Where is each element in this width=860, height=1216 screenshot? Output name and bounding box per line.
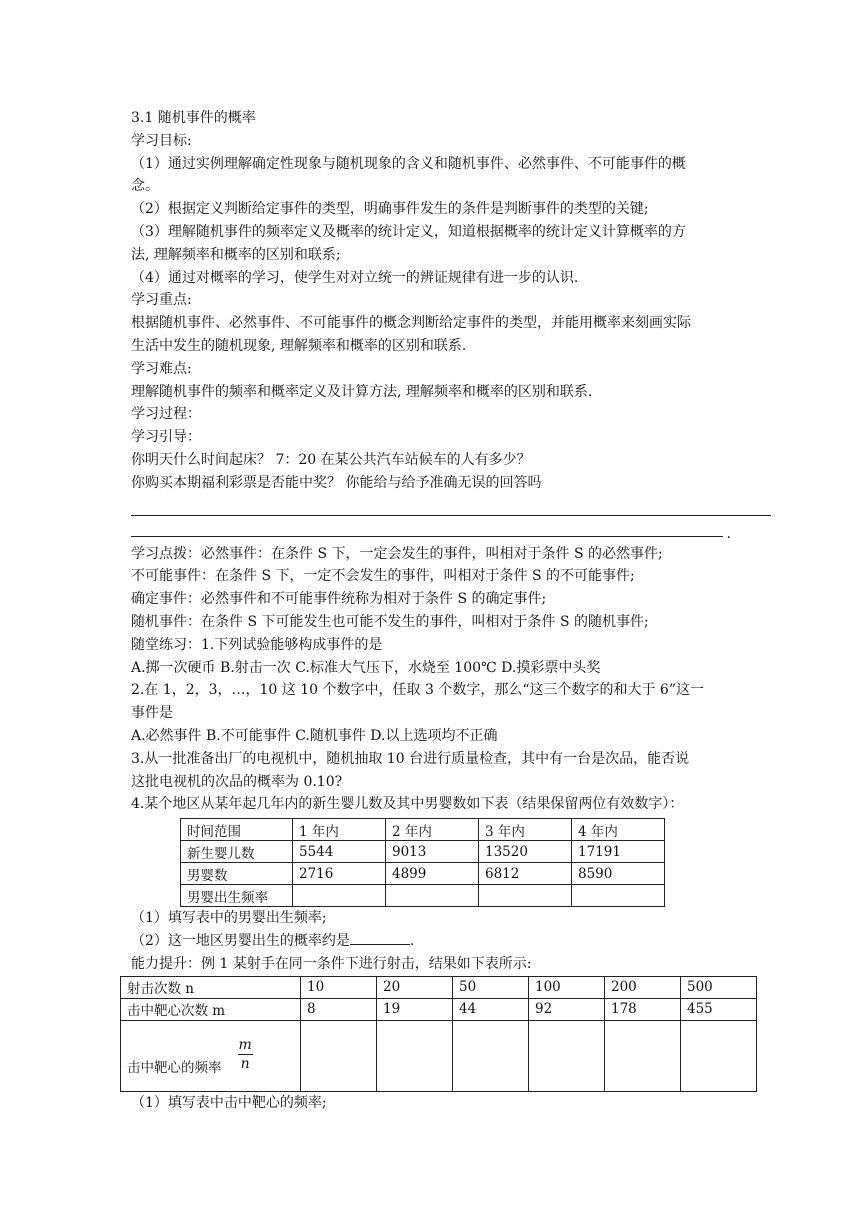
table-cell: 20: [377, 976, 453, 998]
tip-3: 确定事件：必然事件和不可能事件统称为相对于条件 S 的确定事件;: [131, 591, 547, 608]
shooting-table: [120, 976, 757, 1092]
question-2: 你购买本期福利彩票是否能中奖？ 你能给与给予准确无误的回答吗: [131, 474, 542, 491]
table-cell: 17191: [572, 841, 665, 863]
fill-2: （2）这一地区男婴出生的概率约是: [131, 932, 350, 949]
last-line: （1）填写表中击中靶心的频率;: [131, 1094, 327, 1111]
exercise-2b: 事件是: [131, 705, 173, 722]
table-row: [181, 819, 665, 841]
table-cell: [121, 1020, 301, 1091]
table-row: [181, 841, 665, 863]
document-page: [127, 107, 771, 1114]
fill-2-end: .: [409, 932, 415, 949]
goal-1b: 念。: [131, 178, 159, 195]
goal-4: （4）通过对概率的学习，使学生对对立统一的辨证规律有进一步的认识.: [131, 269, 579, 286]
table-cell: 13520: [479, 841, 572, 863]
birth-table: [180, 818, 665, 907]
goals-heading: 学习目标:: [131, 132, 192, 149]
tip-1: 学习点拨：必然事件：在条件 S 下，一定会发生的事件，叫相对于条件 S 的必然事件;: [131, 545, 663, 562]
key-heading: 学习重点:: [131, 292, 192, 309]
exercise-2a: 2.在 1，2，3，…，10 这 10 个数字中，任取 3 个数字，那么“这三个数字的和大于 6”这一: [131, 682, 704, 699]
fraction-numerator: m: [238, 1036, 252, 1053]
goal-1a: （1）通过实例理解确定性现象与随机现象的含义和随机事件、必然事件、不可能事件的概: [131, 155, 686, 172]
table-cell: 4899: [386, 863, 479, 885]
table-cell: [479, 885, 572, 907]
fill-1: （1）填写表中的男婴出生频率;: [131, 910, 327, 927]
table-cell: [681, 1020, 757, 1091]
table-cell: 时间范围: [181, 819, 293, 841]
table-cell: 19: [377, 998, 453, 1020]
table-row: [181, 885, 665, 907]
table-cell: 9013: [386, 841, 479, 863]
table-cell: 5544: [293, 841, 386, 863]
table-cell: [377, 1020, 453, 1091]
table-row: [121, 1020, 757, 1091]
table-cell: 500: [681, 976, 757, 998]
goal-3b: 法, 理解频率和概率的区别和联系;: [131, 246, 341, 263]
table-cell: 92: [529, 998, 605, 1020]
table-cell: [301, 1020, 377, 1091]
exercise-4: 4.某个地区从某年起几年内的新生婴儿数及其中男婴数如下表（结果保留两位有效数字）：: [131, 796, 684, 813]
answer-line-2: [131, 516, 731, 542]
table-cell: 50: [453, 976, 529, 998]
table-cell: [605, 1020, 681, 1091]
table-cell: [293, 885, 386, 907]
difficulty-heading: 学习难点:: [131, 360, 192, 377]
table-cell: 男婴数: [181, 863, 293, 885]
table-cell: [386, 885, 479, 907]
table-cell: 2 年内: [386, 819, 479, 841]
guide-heading: 学习引导：: [131, 429, 201, 446]
exercise-1: 随堂练习：1.下列试验能够构成事件的是: [131, 636, 383, 653]
table-row: [181, 863, 665, 885]
table-cell: 新生婴儿数: [181, 841, 293, 863]
table-cell: 44: [453, 998, 529, 1020]
table-cell: 3 年内: [479, 819, 572, 841]
tip-2: 不可能事件：在条件 S 下，一定不会发生的事件，叫相对于条件 S 的不可能事件;: [131, 568, 635, 585]
table-cell: 178: [605, 998, 681, 1020]
table-cell: 2716: [293, 863, 386, 885]
table-cell: 10: [301, 976, 377, 998]
table-cell: 6812: [479, 863, 572, 885]
lesson-title: 3.1 随机事件的概率: [131, 110, 256, 126]
tip-4: 随机事件：在条件 S 下可能发生也可能不发生的事件，叫相对于条件 S 的随机事件;: [131, 613, 649, 630]
table-cell: [453, 1020, 529, 1091]
difficulty: 理解随机事件的频率和概率定义及计算方法, 理解频率和概率的区别和联系.: [131, 383, 593, 400]
table-cell: 8590: [572, 863, 665, 885]
goal-3a: （3）理解随机事件的频率定义及概率的统计定义，知道根据概率的统计定义计算概率的方: [131, 223, 686, 240]
table-cell: 击中靶心次数 m: [121, 998, 301, 1020]
table-cell: 男婴出生频率: [181, 885, 293, 907]
table-cell: 射击次数 n: [121, 976, 301, 998]
exercise-3b: 这批电视机的次品的概率为 0.10?: [131, 773, 343, 790]
fill-2-line: [131, 930, 771, 953]
question-1: 你明天什么时间起床？ 7：20 在某公共汽车站候车的人有多少？: [131, 451, 531, 468]
fraction-denominator: n: [240, 1055, 250, 1072]
table-cell: [529, 1020, 605, 1091]
table-cell: 8: [301, 998, 377, 1020]
exercise-3a: 3.从一批准备出厂的电视机中，随机抽取 10 台进行质量检查，其中有一台是次品，能否说: [131, 750, 690, 767]
exercise-1-options: A.掷一次硬币 B.射击一次 C.标准大气压下，水烧至 100℃ D.摸彩票中头奖: [131, 659, 601, 676]
answer-blank: [350, 930, 410, 945]
answer-line-1: [131, 495, 771, 516]
table-row: [121, 976, 757, 998]
table-cell: 455: [681, 998, 757, 1020]
fraction: [238, 1036, 253, 1073]
answer-line-end: .: [726, 525, 731, 542]
key-b: 生活中发生的随机现象, 理解频率和概率的区别和联系.: [131, 337, 467, 354]
table-row: [121, 998, 757, 1020]
table-cell: 200: [605, 976, 681, 998]
frequency-label: 击中靶心的频率: [127, 1059, 222, 1076]
table-cell: 4 年内: [572, 819, 665, 841]
table-cell: [572, 885, 665, 907]
key-a: 根据随机事件、必然事件、不可能事件的概念判断给定事件的类型，并能用概率来刻画实际: [131, 315, 691, 332]
exercise-2-options: A.必然事件 B.不可能事件 C.随机事件 D.以上选项均不正确: [131, 727, 498, 744]
goal-2: （2）根据定义判断给定事件的类型，明确事件发生的条件是判断事件的类型的关键;: [131, 201, 649, 218]
ability-heading: 能力提升：例 1 某射手在同一条件下进行射击，结果如下表所示:: [131, 955, 532, 972]
table-cell: 1 年内: [293, 819, 386, 841]
process-heading: 学习过程：: [131, 406, 201, 423]
table-cell: 100: [529, 976, 605, 998]
